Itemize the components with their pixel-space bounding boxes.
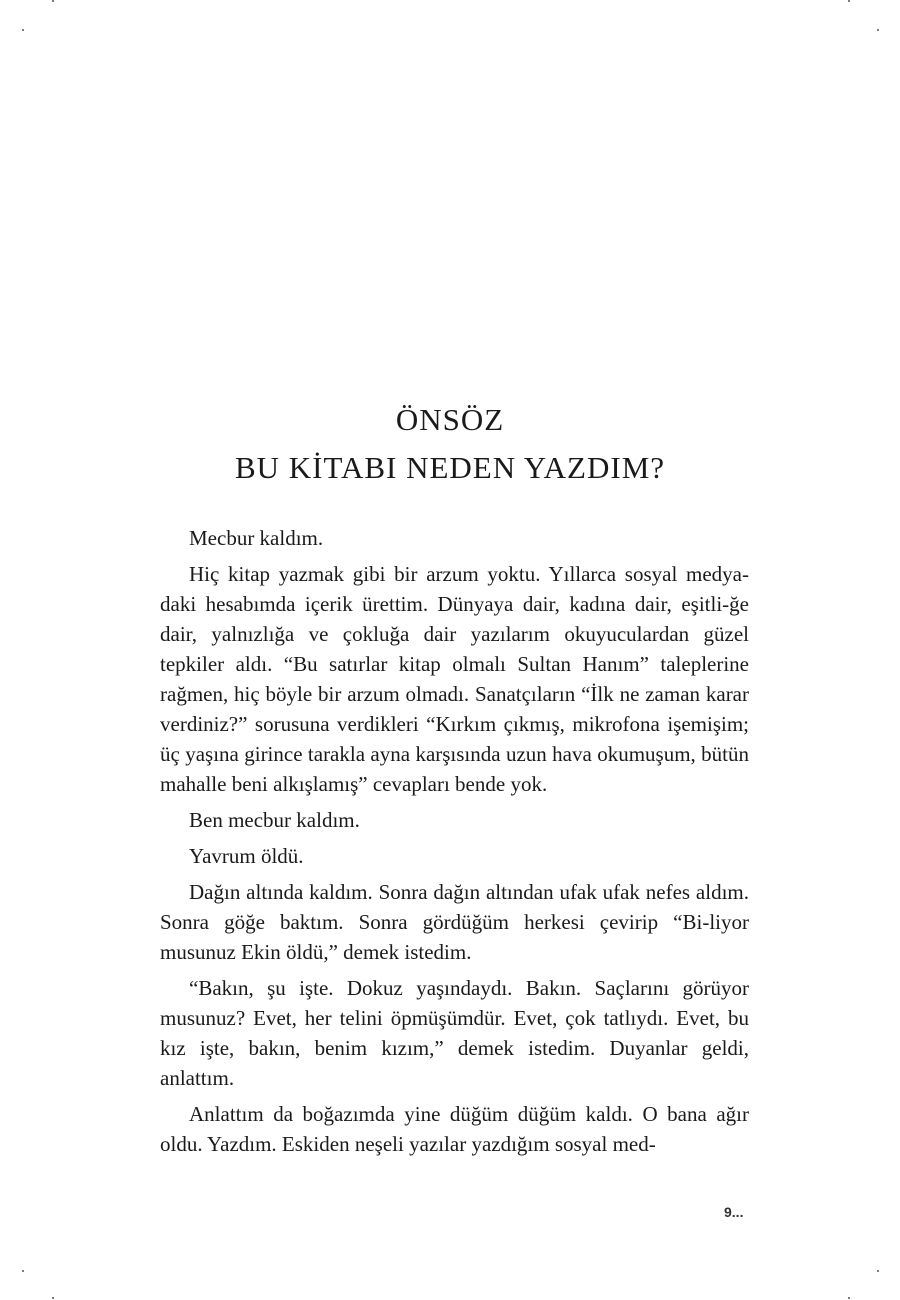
paragraph: Dağın altında kaldım. Sonra dağın altından ufak ufak nefes aldım. Sonra göğe baktım. Sonra gördüğüm herkesi çevirip “Bi-liyor musunuz Ekin öldü,” demek istedim.: [160, 880, 749, 964]
paragraph: Mecbur kaldım.: [189, 526, 324, 550]
paragraph: Ben mecbur kaldım.: [189, 808, 360, 832]
chapter-subtitle: BU KİTABI NEDEN YAZDIM?: [234, 450, 666, 485]
crop-mark-top-right: [877, 29, 879, 31]
paragraph: Anlattım da boğazımda yine düğüm düğüm kaldı. O bana ağır oldu. Yazdım. Eskiden neşeli yazılar yazdığım sosyal med-: [160, 1102, 749, 1156]
chapter-title: ÖNSÖZ: [395, 402, 505, 437]
crop-mark-top-left-outer: [52, 0, 54, 2]
body-text: [160, 523, 749, 1165]
crop-mark-bottom-right: [877, 1270, 879, 1272]
paragraph: Hiç kitap yazmak gibi bir arzum yoktu. Yıllarca sosyal medya-daki hesabımda içerik ürettim. Dünyaya dair, kadına dair, eşitli-ğe dair, yalnızlığa ve çokluğa dair yazılarım okuyuculardan güzel tepkiler aldı. “Bu satırlar kitap olmalı Sultan Hanım” taleplerine rağmen, hiç böyle bir arzum olmadı. Sanatçıların “İlk ne zaman karar verdiniz?” sorusuna verdikleri “Kırkım çıkmış, mikrofona işemişim; üç yaşına girince tarakla ayna karşısında uzun hava okumuşum, bütün mahalle beni alkışlamış” cevapları bende yok.: [160, 562, 749, 796]
paragraph: “Bakın, şu işte. Dokuz yaşındaydı. Bakın. Saçlarını görüyor musunuz? Evet, her telini öpmüşümdür. Evet, çok tatlıydı. Evet, bu kız işte, bakın, benim kızım,” demek istedim. Duyanlar geldi, anlattım.: [160, 976, 749, 1090]
crop-mark-top-left: [22, 29, 24, 31]
crop-mark-bottom-right-outer: [848, 1297, 850, 1299]
crop-mark-top-right-outer: [848, 0, 850, 2]
crop-mark-bottom-left-outer: [52, 1297, 54, 1299]
paragraph: Yavrum öldü.: [189, 844, 304, 868]
page-number: 9...: [724, 1204, 744, 1220]
crop-mark-bottom-left: [22, 1270, 24, 1272]
